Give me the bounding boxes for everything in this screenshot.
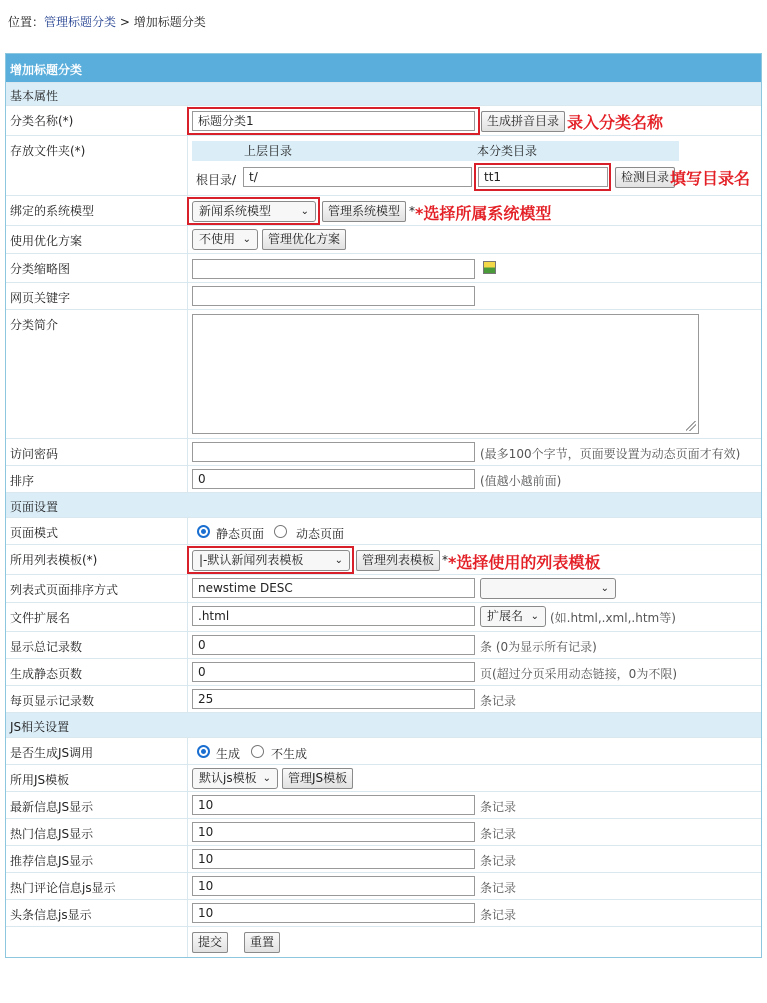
optimization-select[interactable]: 不使用 ⌄ <box>192 229 258 250</box>
breadcrumb: 位置：管理标题分类 > 增加标题分类 <box>8 15 206 29</box>
row-perpage: 每页显示记录数 25 条记录 <box>6 686 761 713</box>
chevron-down-icon: ⌄ <box>334 555 343 566</box>
chevron-down-icon: ⌄ <box>262 773 271 784</box>
intro-textarea[interactable] <box>192 314 699 434</box>
static-pages-input[interactable]: 0 <box>192 662 475 682</box>
js-recommend-input[interactable]: 10 <box>192 849 475 869</box>
manage-optimization-button[interactable]: 管理优化方案 <box>262 229 346 250</box>
category-name-input[interactable]: 标题分类1 <box>192 111 475 131</box>
radio-js-generate[interactable] <box>197 745 210 758</box>
root-dir-label: 根目录/ <box>196 173 237 187</box>
row-intro: 分类简介 <box>6 310 761 439</box>
extension-select[interactable]: 扩展名 ⌄ <box>480 606 546 627</box>
row-js-comment: 热门评论信息js显示 10 条记录 <box>6 873 761 900</box>
chevron-down-icon: ⌄ <box>600 583 609 594</box>
annotation-model: *选择所属系统模型 <box>415 204 552 223</box>
highlight-model <box>187 197 320 225</box>
row-pagemode: 页面模式 静态页面 动态页面 <box>6 518 761 545</box>
highlight-listtpl <box>187 546 354 574</box>
row-model: 绑定的系统模型 新闻系统模型 ⌄ 管理系统模型 * *选择所属系统模型 <box>6 196 761 226</box>
row-keywords: 网页关键字 <box>6 283 761 310</box>
row-jsgen: 是否生成JS调用 生成 不生成 <box>6 738 761 765</box>
row-js-headline: 头条信息js显示 10 条记录 <box>6 900 761 927</box>
list-template-select[interactable]: |-默认新闻列表模板 ⌄ <box>192 550 350 571</box>
password-input[interactable] <box>192 442 475 462</box>
chevron-down-icon: ⌄ <box>242 234 251 245</box>
form-header: 增加标题分类 <box>6 54 761 83</box>
row-staticpages: 生成静态页数 0 页(超过分页采用动态链接，0为不限) <box>6 659 761 686</box>
js-latest-input[interactable]: 10 <box>192 795 475 815</box>
add-category-form <box>5 53 762 958</box>
row-name: 分类名称(*) 标题分类1 生成拼音目录 录入分类名称 <box>6 106 761 136</box>
breadcrumb-current: 增加标题分类 <box>133 15 206 29</box>
col-own-dir: 本分类目录 <box>473 141 613 161</box>
row-js-hot: 热门信息JS显示 10 条记录 <box>6 819 761 846</box>
section-js: JS相关设置 <box>6 713 761 738</box>
radio-dynamic-page[interactable] <box>274 525 287 538</box>
row-password: 访问密码 (最多100个字节，页面要设置为动态页面才有效) <box>6 439 761 466</box>
manage-js-template-button[interactable]: 管理JS模板 <box>282 768 353 789</box>
parent-dir-input[interactable]: t/ <box>243 167 472 187</box>
js-hot-input[interactable]: 10 <box>192 822 475 842</box>
row-listorder: 列表式页面排序方式 newstime DESC ⌄ <box>6 575 761 603</box>
row-actions <box>6 927 761 957</box>
section-basic: 基本属性 <box>6 83 761 106</box>
chevron-down-icon: ⌄ <box>530 611 539 622</box>
row-js-recommend: 推荐信息JS显示 10 条记录 <box>6 846 761 873</box>
extension-input[interactable]: .html <box>192 606 475 626</box>
resize-grip-icon[interactable] <box>686 421 696 431</box>
sort-input[interactable]: 0 <box>192 469 475 489</box>
js-headline-input[interactable]: 10 <box>192 903 475 923</box>
total-records-input[interactable]: 0 <box>192 635 475 655</box>
row-listtpl: 所用列表模板(*) |-默认新闻列表模板 ⌄ 管理列表模板 * *选择使用的列表模板 <box>6 545 761 575</box>
row-ext: 文件扩展名 .html 扩展名 ⌄ (如.html,.xml,.htm等) <box>6 603 761 632</box>
js-template-select[interactable]: 默认js模板 ⌄ <box>192 768 278 789</box>
own-dir-input[interactable]: tt1 <box>478 167 608 187</box>
highlight-folder <box>474 163 611 191</box>
radio-static-page[interactable] <box>197 525 210 538</box>
js-comment-input[interactable]: 10 <box>192 876 475 896</box>
row-optimization: 使用优化方案 不使用 ⌄ 管理优化方案 <box>6 226 761 254</box>
chevron-down-icon: ⌄ <box>300 206 309 217</box>
row-sort: 排序 0 (值越小越前面) <box>6 466 761 493</box>
list-order-input[interactable]: newstime DESC <box>192 578 475 598</box>
highlight-name <box>187 107 480 135</box>
breadcrumb-link-manage[interactable]: 管理标题分类 <box>44 15 117 29</box>
image-picker-icon[interactable] <box>483 261 496 274</box>
keywords-input[interactable] <box>192 286 475 306</box>
submit-button[interactable]: 提交 <box>192 932 228 953</box>
row-js-latest: 最新信息JS显示 10 条记录 <box>6 792 761 819</box>
manage-model-button[interactable]: 管理系统模型 <box>322 201 406 222</box>
row-jstpl: 所用JS模板 默认js模板 ⌄ 管理JS模板 <box>6 765 761 792</box>
annotation-folder: 填写目录名 <box>670 169 751 188</box>
manage-list-template-button[interactable]: 管理列表模板 <box>356 550 440 571</box>
section-page: 页面设置 <box>6 493 761 518</box>
row-folder: 存放文件夹(*) 上层目录 本分类目录 根目录/ t/ tt1 检测目录 填写目录名 <box>6 136 761 196</box>
thumb-input[interactable] <box>192 259 475 279</box>
check-dir-button[interactable]: 检测目录 <box>615 167 675 188</box>
radio-js-no-generate[interactable] <box>251 745 264 758</box>
reset-button[interactable]: 重置 <box>244 932 280 953</box>
system-model-select[interactable]: 新闻系统模型 ⌄ <box>192 201 316 222</box>
row-thumb: 分类缩略图 <box>6 254 761 283</box>
list-order-select[interactable] <box>480 578 616 599</box>
generate-pinyin-button[interactable]: 生成拼音目录 <box>481 111 565 132</box>
col-parent-dir: 上层目录 <box>240 141 473 161</box>
annotation-listtpl: *选择使用的列表模板 <box>448 553 601 572</box>
annotation-name: 录入分类名称 <box>567 113 664 132</box>
row-total: 显示总记录数 0 条 (0为显示所有记录) <box>6 632 761 659</box>
per-page-input[interactable]: 25 <box>192 689 475 709</box>
